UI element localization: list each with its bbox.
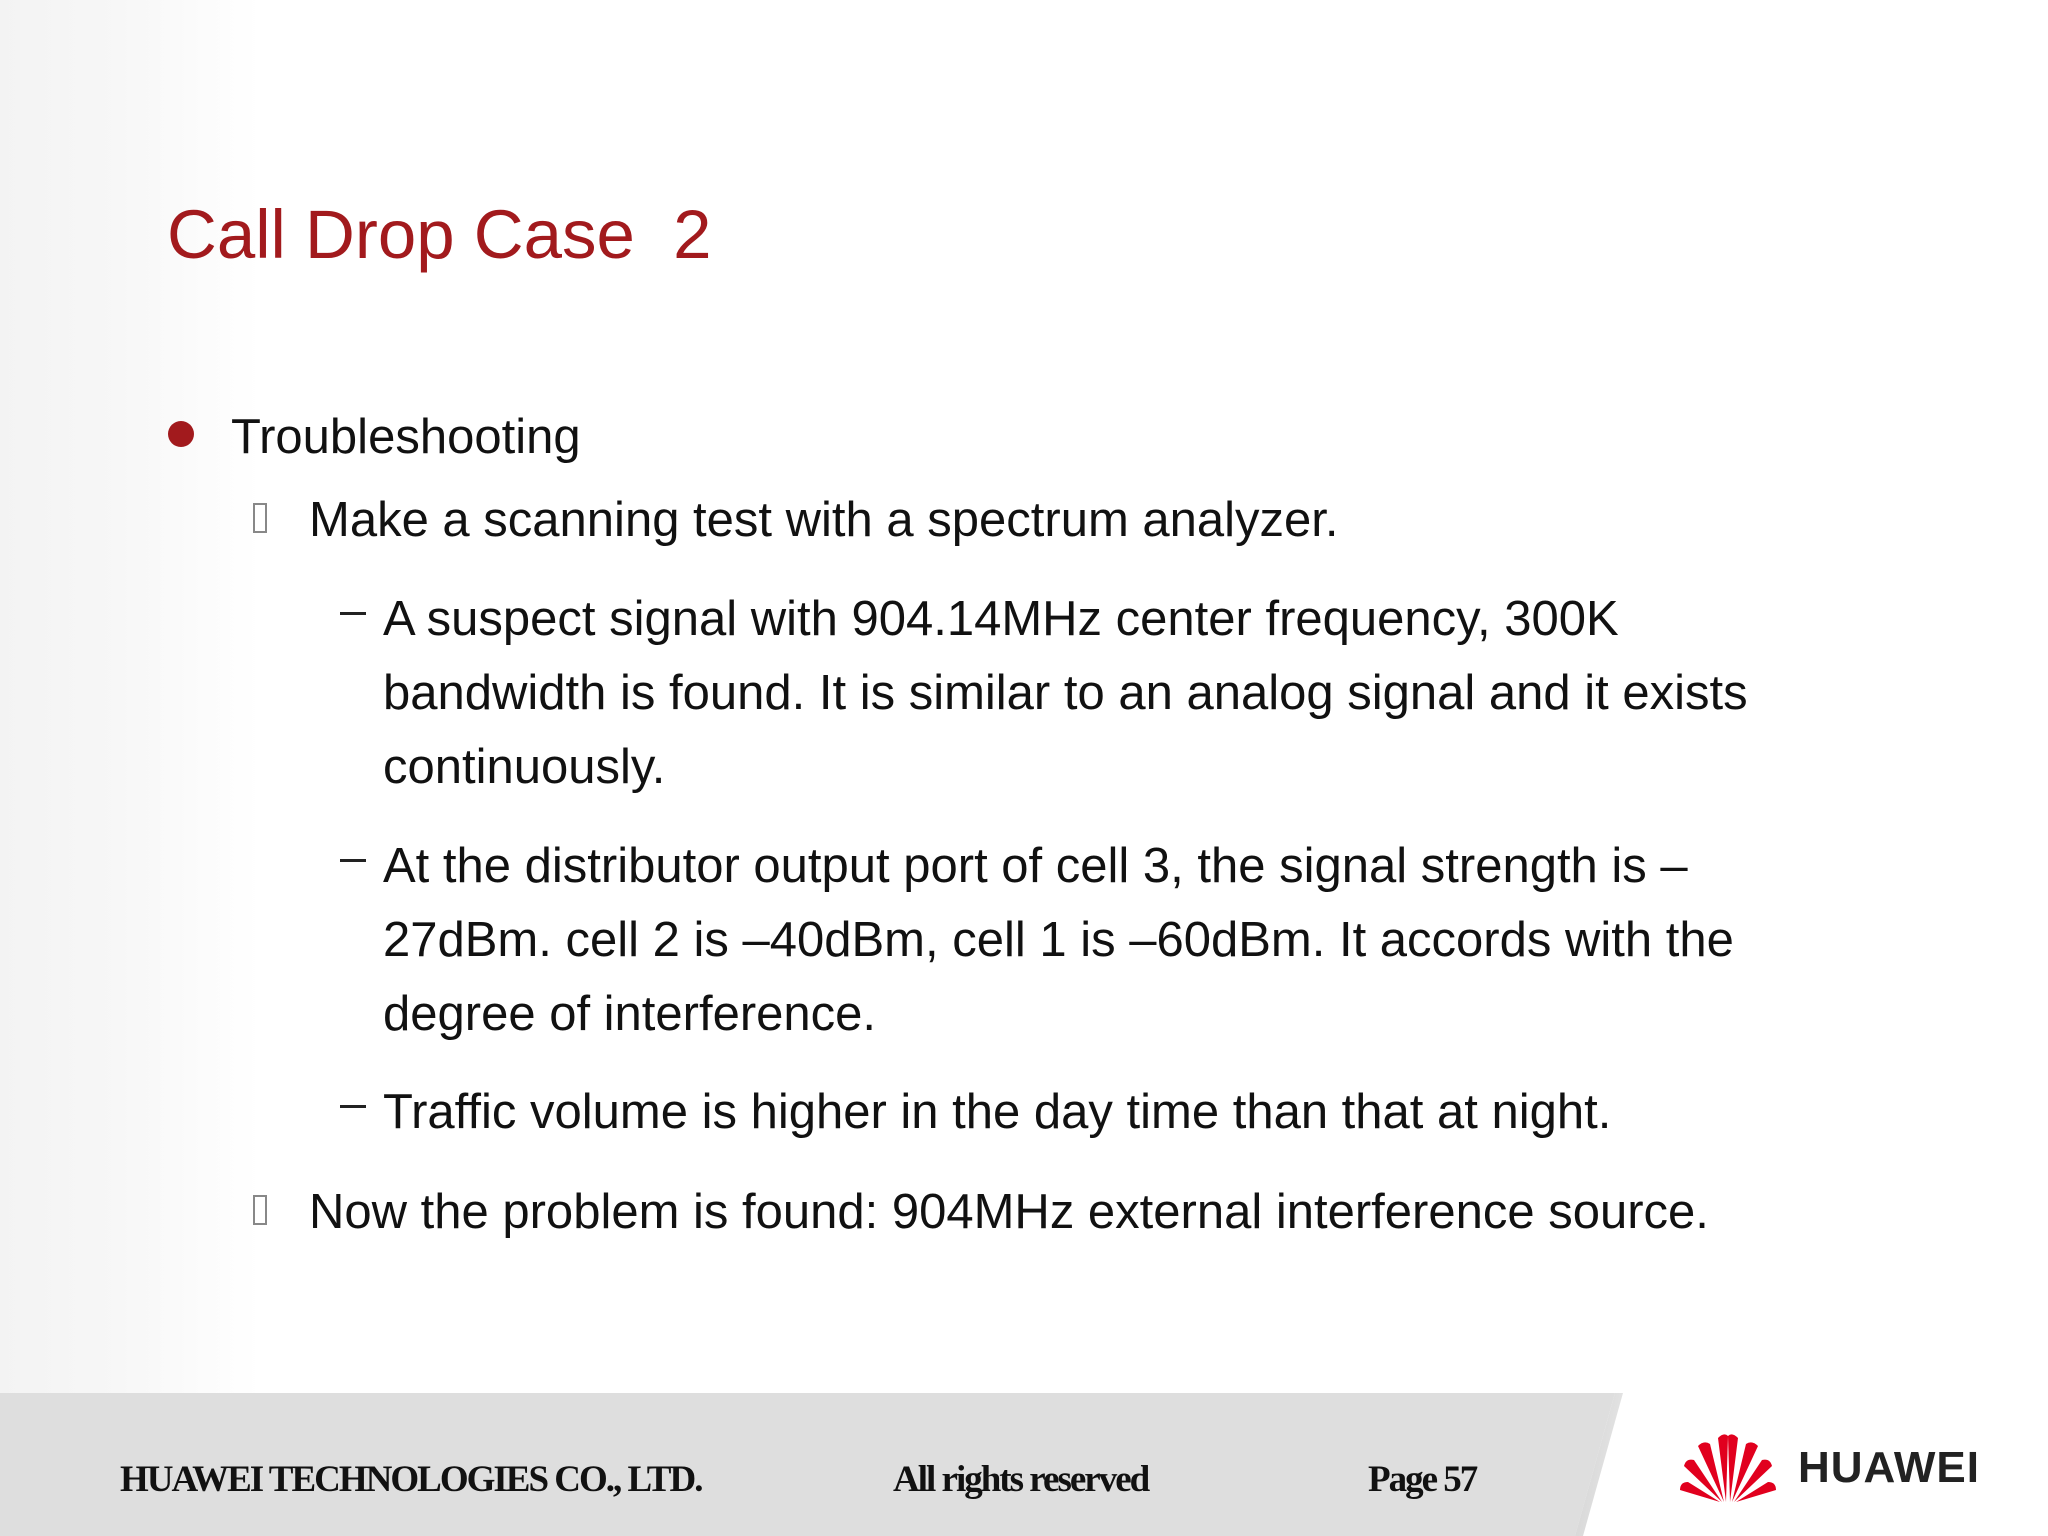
huawei-logo-text: HUAWEI bbox=[1798, 1443, 1980, 1492]
sub-bullet-box-icon bbox=[253, 1195, 267, 1225]
finding-item bbox=[340, 582, 1840, 804]
sub-bullet-text: Make a scanning test with a spectrum analyzer. bbox=[309, 493, 1339, 547]
sub-bullet-box-icon bbox=[253, 503, 267, 533]
dash-icon bbox=[340, 859, 366, 862]
finding-text: A suspect signal with 904.14MHz center frequency, 300K bandwidth is found. It is similar to an analog signal and it exists continuously. bbox=[383, 592, 1748, 794]
sub-bullet-scan bbox=[253, 483, 1339, 557]
footer-rights: All rights reserved bbox=[893, 1459, 1149, 1500]
slide-title: Call Drop Case 2 bbox=[167, 196, 712, 273]
dash-icon bbox=[340, 1105, 366, 1108]
sub-bullet-result bbox=[253, 1175, 1709, 1249]
dash-icon bbox=[340, 612, 366, 615]
footer-page-number: Page 57 bbox=[1368, 1459, 1477, 1500]
footer-company: HUAWEI TECHNOLOGIES CO., LTD. bbox=[120, 1459, 702, 1500]
sub-bullet-text: Now the problem is found: 904MHz external interference source. bbox=[309, 1185, 1709, 1239]
huawei-logo bbox=[1680, 1432, 1980, 1504]
huawei-petals-icon bbox=[1680, 1432, 1776, 1504]
finding-item bbox=[340, 1075, 1840, 1149]
bullet-dot-icon bbox=[168, 421, 194, 447]
finding-item bbox=[340, 829, 1840, 1051]
bullet-troubleshooting bbox=[168, 400, 581, 474]
finding-text: At the distributor output port of cell 3, the signal strength is –27dBm. cell 2 is –40dBm, cell 1 is –60dBm. It accords with the degree of interference. bbox=[383, 839, 1734, 1041]
bullet-text: Troubleshooting bbox=[231, 410, 581, 464]
finding-text: Traffic volume is higher in the day time than that at night. bbox=[383, 1085, 1612, 1139]
